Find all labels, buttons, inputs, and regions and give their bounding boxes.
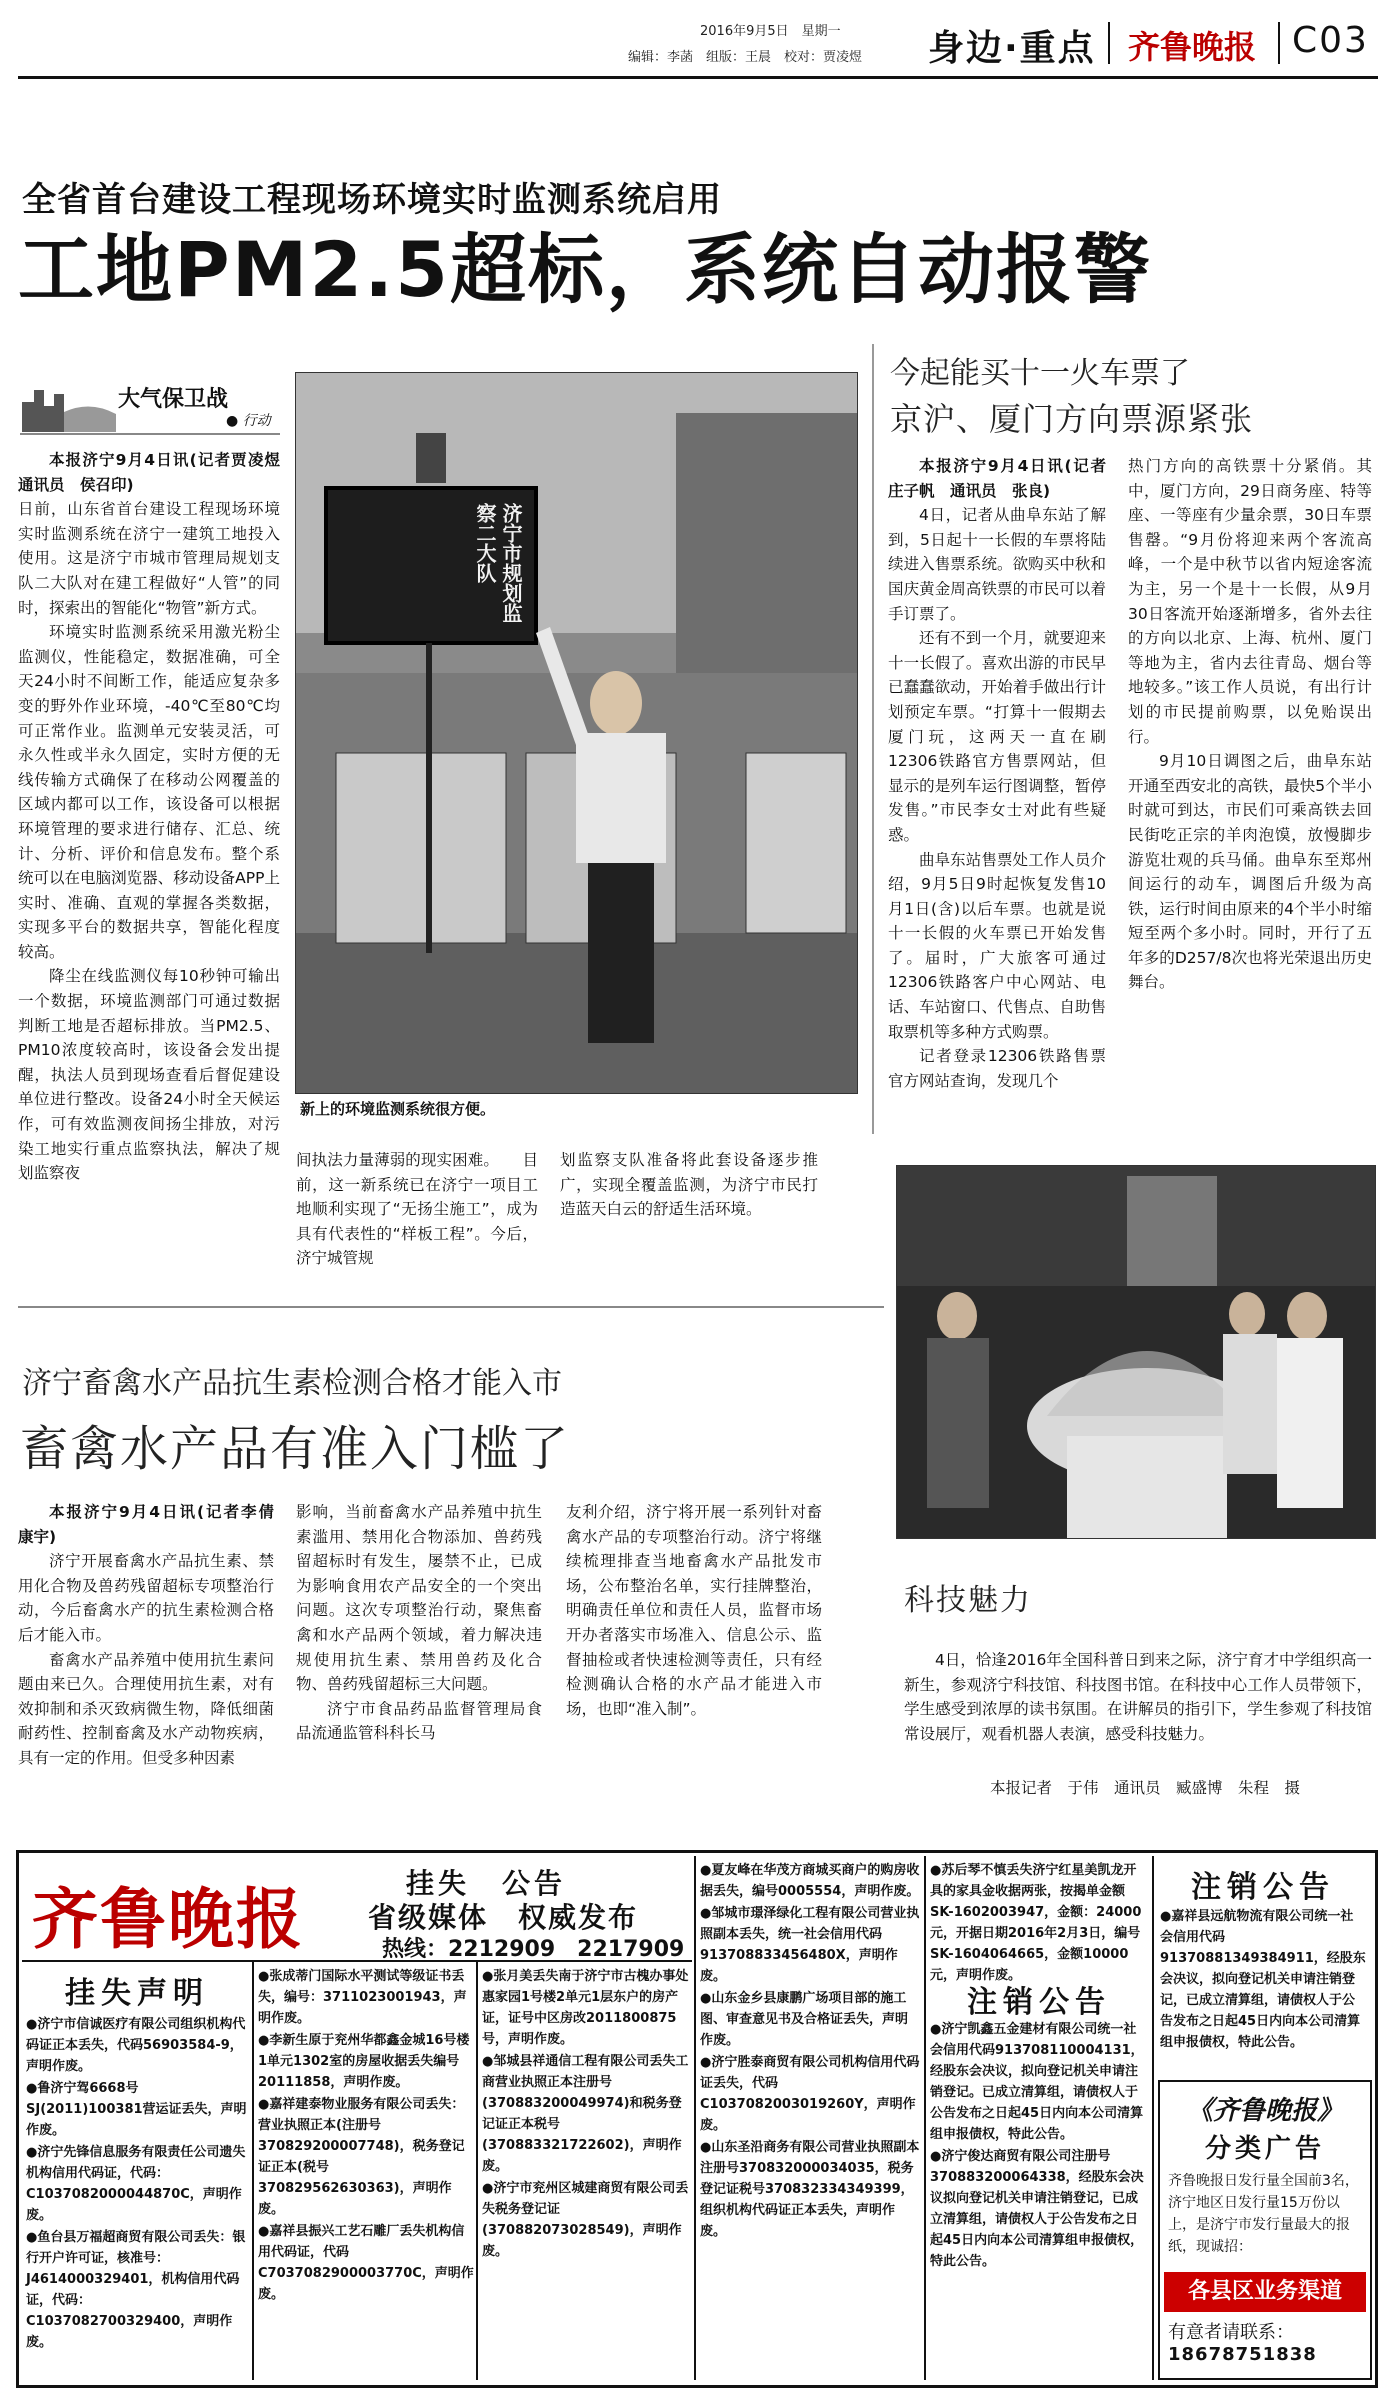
story1-column-2 [296,1148,538,1271]
story2-paragraph: 4日，记者从曲阜东站了解到，5日起十一长假的车票将陆续进入售票系统。欲购买中秋和国庆黄金周高铁票的市民可以着手订票了。 [888,506,1106,623]
ad-entry: ●张成蒂门国际水平测试等级证书丢失，编号：3711023001943，声明作废。 [258,1969,467,2026]
story3-column-1 [18,1500,290,1771]
contact-phone: 18678751838 [1168,2344,1317,2365]
story3-column-2 [296,1500,542,1746]
science-museum-photo [896,1165,1376,1539]
ad-entry: ●嘉祥县振兴工艺石雕厂丢失机构信用代码证，代码C7037082900003770C，声明作废。 [258,2224,474,2302]
story1-headline: 工地PM2.5超标，系统自动报警 [18,225,1152,314]
story2-column-1 [888,454,1122,1093]
story3-column-3 [566,1500,822,1721]
ads-column-e [930,1860,1148,2273]
ad-entry: ●夏友峰在华茂方商城买商户的购房收据丢失，编号0005554，声明作废。 [700,1863,920,1899]
ad-entry: ●张月美丢失南于济宁市古槐办事处惠家园1号楼2单元1层东户的房产证，证号中区房改2011800875号，声明作废。 [482,1969,689,2047]
story3-paragraph: 畜禽水产品养殖中使用抗生素问题由来已久。合理使用抗生素，对有效抑制和杀灭致病微生物，降低细菌耐药性、控制畜禽及水产动物疾病，具有一定的作用。但受多种因素 [18,1650,274,1767]
story3-paragraph: 友利介绍，济宁将开展一系列针对畜禽水产品的专项整治行动。济宁将继续梳理排查当地畜禽水产品批发市场，公布整治名单，实行挂牌整治，明确责任单位和责任人员，监督市场开办者落实市场准入、信息公示、监督抽检或者快速检测等责任，只有经检测确认合格的水产品才能进入市场，也即“准入制”。 [566,1503,822,1718]
story2-column-2 [1128,454,1372,995]
ads-banner [22,1856,692,1962]
classified-promo-box [1158,2080,1372,2380]
ad-entry: ●嘉祥县远航物流有限公司统一社会信用代码91370881349384911，经股东会决议，拟向登记机关申请注销登记，已成立清算组，请债权人于公告发布之日起45日内向本公司清算组申报债权，特此公告。 [1160,1909,1366,2050]
story1-column-1 [18,448,296,1186]
story3-paragraph: 济宁开展畜禽水产品抗生素、禁用化合物及兽药残留超标专项整治行动，今后畜禽水产的抗生素检测合格后才能入市。 [18,1552,274,1644]
photo2-title: 科技魅力 [904,1583,1032,1618]
photo-caption: 新上的环境监测系统很方便。 [300,1100,496,1118]
photo2-credit: 本报记者 于伟 通讯员 臧盛博 朱程 摄 [990,1779,1301,1797]
ads-hotline: 热线：2212909 2217909 [382,1937,685,1962]
photo-students-exhibit [897,1166,1375,1538]
section-badge [20,372,280,436]
story1-paragraph: 环境实时监测系统采用激光粉尘监测仪，性能稳定，数据准确，可全天24小时不间断工作，能适应复杂多变的野外作业环境，-40℃至80℃均可正常作业。监测单元安装灵活，可永久性或半永久固定，实时方便的无线传输方式确保了在移动公网覆盖的区域内都可以工作，该设备可以根据环境管理的要求进行储存、汇总、统计、分析、评价和信息发布。整个系统可以在电脑浏览器、移动设备APP上实时、准确、直观的掌握各类数据，实现多平台的数据共享，智能化程度较高。 [18,623,280,961]
story3-byline: 本报济宁9月4日讯(记者李倩 康宇) [18,1503,290,1546]
cancel-notice-title: 注销公告 [1191,1870,1335,1905]
story1-paragraph: 间执法力量薄弱的现实困难。 目前，这一新系统已在济宁一项目工地顺利实现了“无扬尘施工”，成为具有代表性的“样板工程”。今后，济宁城管规 [296,1151,538,1268]
ads-column-b [258,1966,474,2306]
classified-subtitle: 分类广告 [1204,2134,1325,2164]
ads-column-f [1160,1906,1366,2054]
ads-tagline-2: 省级媒体 权威发布 [368,1901,639,1934]
ad-entry: ●邹城市璟泽绿化工程有限公司营业执照副本丢失，统一社会信用代码913708833456480X，声明作废。 [700,1906,920,1984]
ad-entry: ●嘉祥建泰物业服务有限公司丢失：营业执照正本(注册号370829200007748)，税务登记证正本(税号370829562630363)，声明作废。 [258,2097,465,2217]
story2-subhead: 京沪、厦门方向票源紧张 [890,400,1254,438]
story1-column-3 [560,1148,818,1222]
ad-entry: ●鲁济宁驾6668号SJ(2011)100381营运证丢失，声明作废。 [26,2081,247,2138]
lost-notice-title: 挂失声明 [65,1976,209,2011]
ad-entry: ●济宁俊达商贸有限公司注册号370883200064338，经股东会决议拟向登记机关申请注销登记，已成立清算组，请债权人于公告发布之日起45日内向本公司清算组申报债权，特此公告。 [930,2149,1144,2269]
ad-entry: ●济宁先锋信息服务有限责任公司遗失机构信用代码证，代码：C1037082000044870C，声明作废。 [26,2145,246,2223]
story1-paragraph: 划监察支队准备将此套设备逐步推广，实现全覆盖监测，为济宁市民打造蓝天白云的舒适生活环境。 [560,1151,818,1219]
ad-entry: ●邹城县祥通信工程有限公司丢失工商营业执照正本注册号(370883200049974)和税务登记证正本税号(370883321722602)，声明作废。 [482,2054,689,2174]
ad-entry: ●济宁凯鑫五金建材有限公司统一社会信用代码913708110004131，经股东会决议，拟向登记机关申请注销登记。已成立清算组，请债权人于公告发布之日起45日内向本公司清算组申报债权，特此公告。 [930,2022,1144,2142]
photo-officer-and-screen [296,373,857,1093]
story3-paragraph: 济宁市食品药品监督管理局食品流通监管科科长马 [296,1699,542,1743]
badge-subtitle: ● 行动 [226,413,271,429]
section-title: 身边·重点 [928,28,1096,69]
ads-tagline-1: 挂失 公告 [406,1867,567,1900]
story2-paragraph: 9月10日调图之后，曲阜东站开通至西安北的高铁，最快5个半小时就可到达，市民们可乘高铁去回民街吃正宗的羊肉泡馍，放慢脚步游览壮观的兵马俑。曲阜东至郑州间运行的动车，调图后升级为高铁，运行时间由原来的4个半小时缩短至两个多小时。同时，开行了五年多的D257/8次也将光荣退出历史舞台。 [1128,752,1372,992]
ad-entry: ●济宁胜泰商贸有限公司机构信用代码证丢失，代码C1037082003019260Y，声明作废。 [700,2055,920,2133]
photo2-text [904,1648,1372,1746]
page-number: C03 [1292,20,1369,61]
story1-paragraph: 降尘在线监测仪每10秒钟可输出一个数据，环境监测部门可通过数据判断工地是否超标排放。当PM2.5、PM10浓度较高时，该设备会发出提醒，执法人员到现场查看后督促建设单位进行整改。设备24小时全天候运作，可有效监测夜间扬尘排放，对污染工地实行重点监察执法，解决了规划监察夜 [18,967,280,1183]
ads-column-c [482,1966,690,2263]
ad-entry: ●济宁市信诚医疗有限公司组织机构代码证正本丢失，代码56903584-9，声明作废。 [26,2017,246,2074]
story2-paragraph: 记者登录12306铁路售票官方网站查询，发现几个 [888,1047,1106,1090]
contact-label: 有意者请联系： [1168,2322,1294,2343]
ad-entry: ●苏后琴不慎丢失济宁红星美凯龙开具的家具金收据两张，按揭单金额SK-1602003947，金额：24000元，开据日期2016年2月3日，编号SK-1604064665，金额10000元，声明作废。 [930,1863,1142,1983]
cancel-notice-title: 注销公告 [967,1985,1111,2020]
photo2-paragraph: 4日，恰逢2016年全国科普日到来之际，济宁育才中学组织高一新生，参观济宁科技馆、科技图书馆。在科技中心工作人员带领下，学生感受到浓厚的读书氛围。在讲解员的指引下，学生参观了科技馆常设展厅，观看机器人表演，感受科技魅力。 [904,1651,1372,1743]
classified-brand: 《齐鲁晚报》 [1186,2096,1343,2126]
story2-byline: 本报济宁9月4日讯(记者 庄子帆 通讯员 张良) [888,457,1122,500]
story3-kicker: 济宁畜禽水产品抗生素检测合格才能入市 [22,1366,562,1401]
story1-paragraph: 日前，山东省首台建设工程现场环境实时监测系统在济宁一建筑工地投入使用。这是济宁市城市管理局规划支队二大队对在建工程做好“人管”的同时，探索出的智能化“物管”新方式。 [18,500,280,617]
ad-entry: ●鱼台县万福超商贸有限公司丢失：银行开户许可证，核准号：J4614000329401，机构信用代码证，代码：C1037082700329400，声明作废。 [26,2230,246,2350]
led-screen-text: 济宁市规划监察二大队 [473,503,523,623]
badge-title: 大气保卫战 [118,387,229,412]
classified-text: 齐鲁晚报日发行量全国前3名，济宁地区日发行量15万份以上，是济宁市发行量最大的报纸，现诚招： [1168,2173,1359,2255]
masthead-logo: 齐鲁晚报 [1128,28,1257,66]
issue-date: 2016年9月5日 星期一 [700,24,841,39]
story2-paragraph: 热门方向的高铁票十分紧俏。其中，厦门方向，29日商务座、特等座、一等座有少量余票，30日车票售罄。“9月份将迎来两个客流高峰，一个是中秋节以省内短途客流为主，另一个是十一长假，从9月30日客流开始逐渐增多，省外去往的方向以北京、上海、杭州、厦门等地为主，省内去往青岛、烟台等地较多。”该工作人员说，有出行计划的市民提前购票，以免贻误出行。 [1128,457,1372,746]
ad-entry: ●山东圣沿商务有限公司营业执照副本注册号370832000034035，税务登记证税号370832334349399，组织机构代码证正本丢失，声明作废。 [700,2140,920,2239]
monitoring-system-photo [295,372,858,1094]
story2-paragraph: 曲阜东站售票处工作人员介绍，9月5日9时起恢复发售10月1日(含)以后车票。也就是说十一长假的火车票已开始发售了。届时，广大旅客可通过12306铁路客户中心网站、电话、车站窗口、代售点、自助售取票机等多种方式购票。 [888,850,1106,1041]
story1-byline: 本报济宁9月4日讯(记者贾凌煜 通讯员 侯召印) [18,451,296,494]
story1-kicker: 全省首台建设工程现场环境实时监测系统启用 [22,180,722,220]
story3-paragraph: 影响，当前畜禽水产品养殖中抗生素滥用、禁用化合物添加、兽药残留超标时有发生，屡禁不止，已成为影响食用农产品安全的一个突出问题。这次专项整治行动，聚焦畜禽和水产品两个领域，着力解决违规使用抗生素、禁用兽药及化合物、兽药残留超标三大问题。 [296,1503,542,1694]
ad-entry: ●济宁市兖州区城建商贸有限公司丢失税务登记证(370882073028549)，声明作废。 [482,2181,689,2259]
ad-entry: ●李新生原于兖州华都鑫金城16号楼1单元1302室的房屋收据丢失编号20111858，声明作废。 [258,2033,470,2090]
ad-entry: ●山东金乡县康鹏广场项目部的施工图、审查意见书及合格证丢失，声明作废。 [700,1991,909,2048]
ads-column-d [700,1860,920,2243]
story2-paragraph: 还有不到一个月，就要迎来十一长假了。喜欢出游的市民早已蠢蠢欲动，开始着手做出行计划预定车票。“打算十一假期去厦门玩，这两天一直在刷12306铁路官方售票网站，但显示的是列车运行图调整，暂停发售。”市民李女士对此有些疑惑。 [888,629,1106,844]
story3-headline: 畜禽水产品有准入门槛了 [20,1421,571,1477]
staff-credits: 编辑：李菡 组版：王晨 校对：贾凌煜 [628,50,863,65]
story2-kicker: 今起能买十一火车票了 [890,356,1190,391]
classified-highlight: 各县区业务渠道 [1164,2272,1366,2312]
ads-brand-logo: 齐鲁晚报 [32,1880,304,1958]
ads-column-a [26,2014,248,2354]
